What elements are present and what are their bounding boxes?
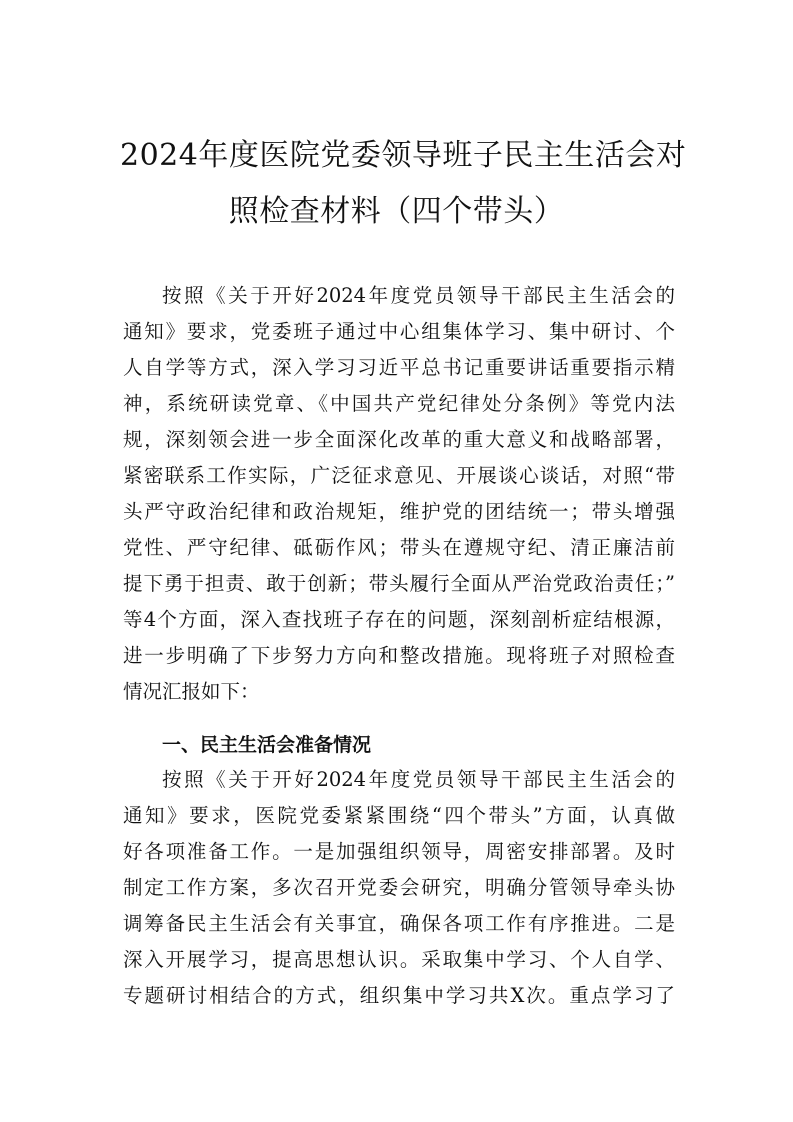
paragraph-1-line: 情况汇报如下： — [123, 680, 260, 703]
paragraph-1-line: 提下勇于担责、敢于创新；带头履行全面从严治党政治责任；” — [123, 572, 675, 595]
paragraph-1-line: 按照《关于开好2024年度党员领导干部民主生活会的 — [162, 284, 675, 307]
paragraph-1-line: 紧密联系工作实际，广泛征求意见、开展谈心谈话，对照“带 — [123, 464, 675, 487]
paragraph-2-line: 制定工作方案，多次召开党委会研究，明确分管领导牵头协 — [123, 876, 675, 899]
paragraph-1-line: 党性、严守纪律、砥砺作风；带头在遵规守纪、清正廉洁前 — [123, 536, 675, 559]
paragraph-1-line: 通知》要求，党委班子通过中心组集体学习、集中研讨、个 — [123, 320, 675, 343]
document-title-line-2: 照检查材料（四个带头） — [228, 194, 565, 229]
paragraph-1-line: 人自学等方式，深入学习习近平总书记重要讲话重要指示精 — [123, 356, 675, 379]
paragraph-2-line: 好各项准备工作。一是加强组织领导，周密安排部署。及时 — [123, 840, 675, 863]
paragraph-2-line: 按照《关于开好2024年度党员领导干部民主生活会的 — [162, 768, 675, 791]
paragraph-2-line: 深入开展学习，提高思想认识。采取集中学习、个人自学、 — [123, 948, 675, 971]
paragraph-1-line: 神，系统研读党章、《中国共产党纪律处分条例》等党内法 — [123, 392, 675, 415]
paragraph-2-line: 通知》要求，医院党委紧紧围绕“四个带头”方面，认真做 — [123, 804, 675, 827]
section-1-heading: 一、民主生活会准备情况 — [162, 734, 372, 756]
paragraph-2-line: 专题研讨相结合的方式，组织集中学习共X次。重点学习了 — [123, 984, 675, 1007]
paragraph-1-line: 进一步明确了下步努力方向和整改措施。现将班子对照检查 — [123, 644, 675, 667]
paragraph-1-line: 规，深刻领会进一步全面深化改革的重大意义和战略部署， — [123, 428, 675, 451]
paragraph-2-line: 调筹备民主生活会有关事宜，确保各项工作有序推进。二是 — [123, 912, 675, 935]
paragraph-1-line: 等4个方面，深入查找班子存在的问题，深刻剖析症结根源， — [123, 608, 675, 631]
document-title-line-1: 2024年度医院党委领导班子民主生活会对 — [120, 138, 687, 173]
paragraph-1-line: 头严守政治纪律和政治规矩，维护党的团结统一；带头增强 — [123, 500, 675, 523]
